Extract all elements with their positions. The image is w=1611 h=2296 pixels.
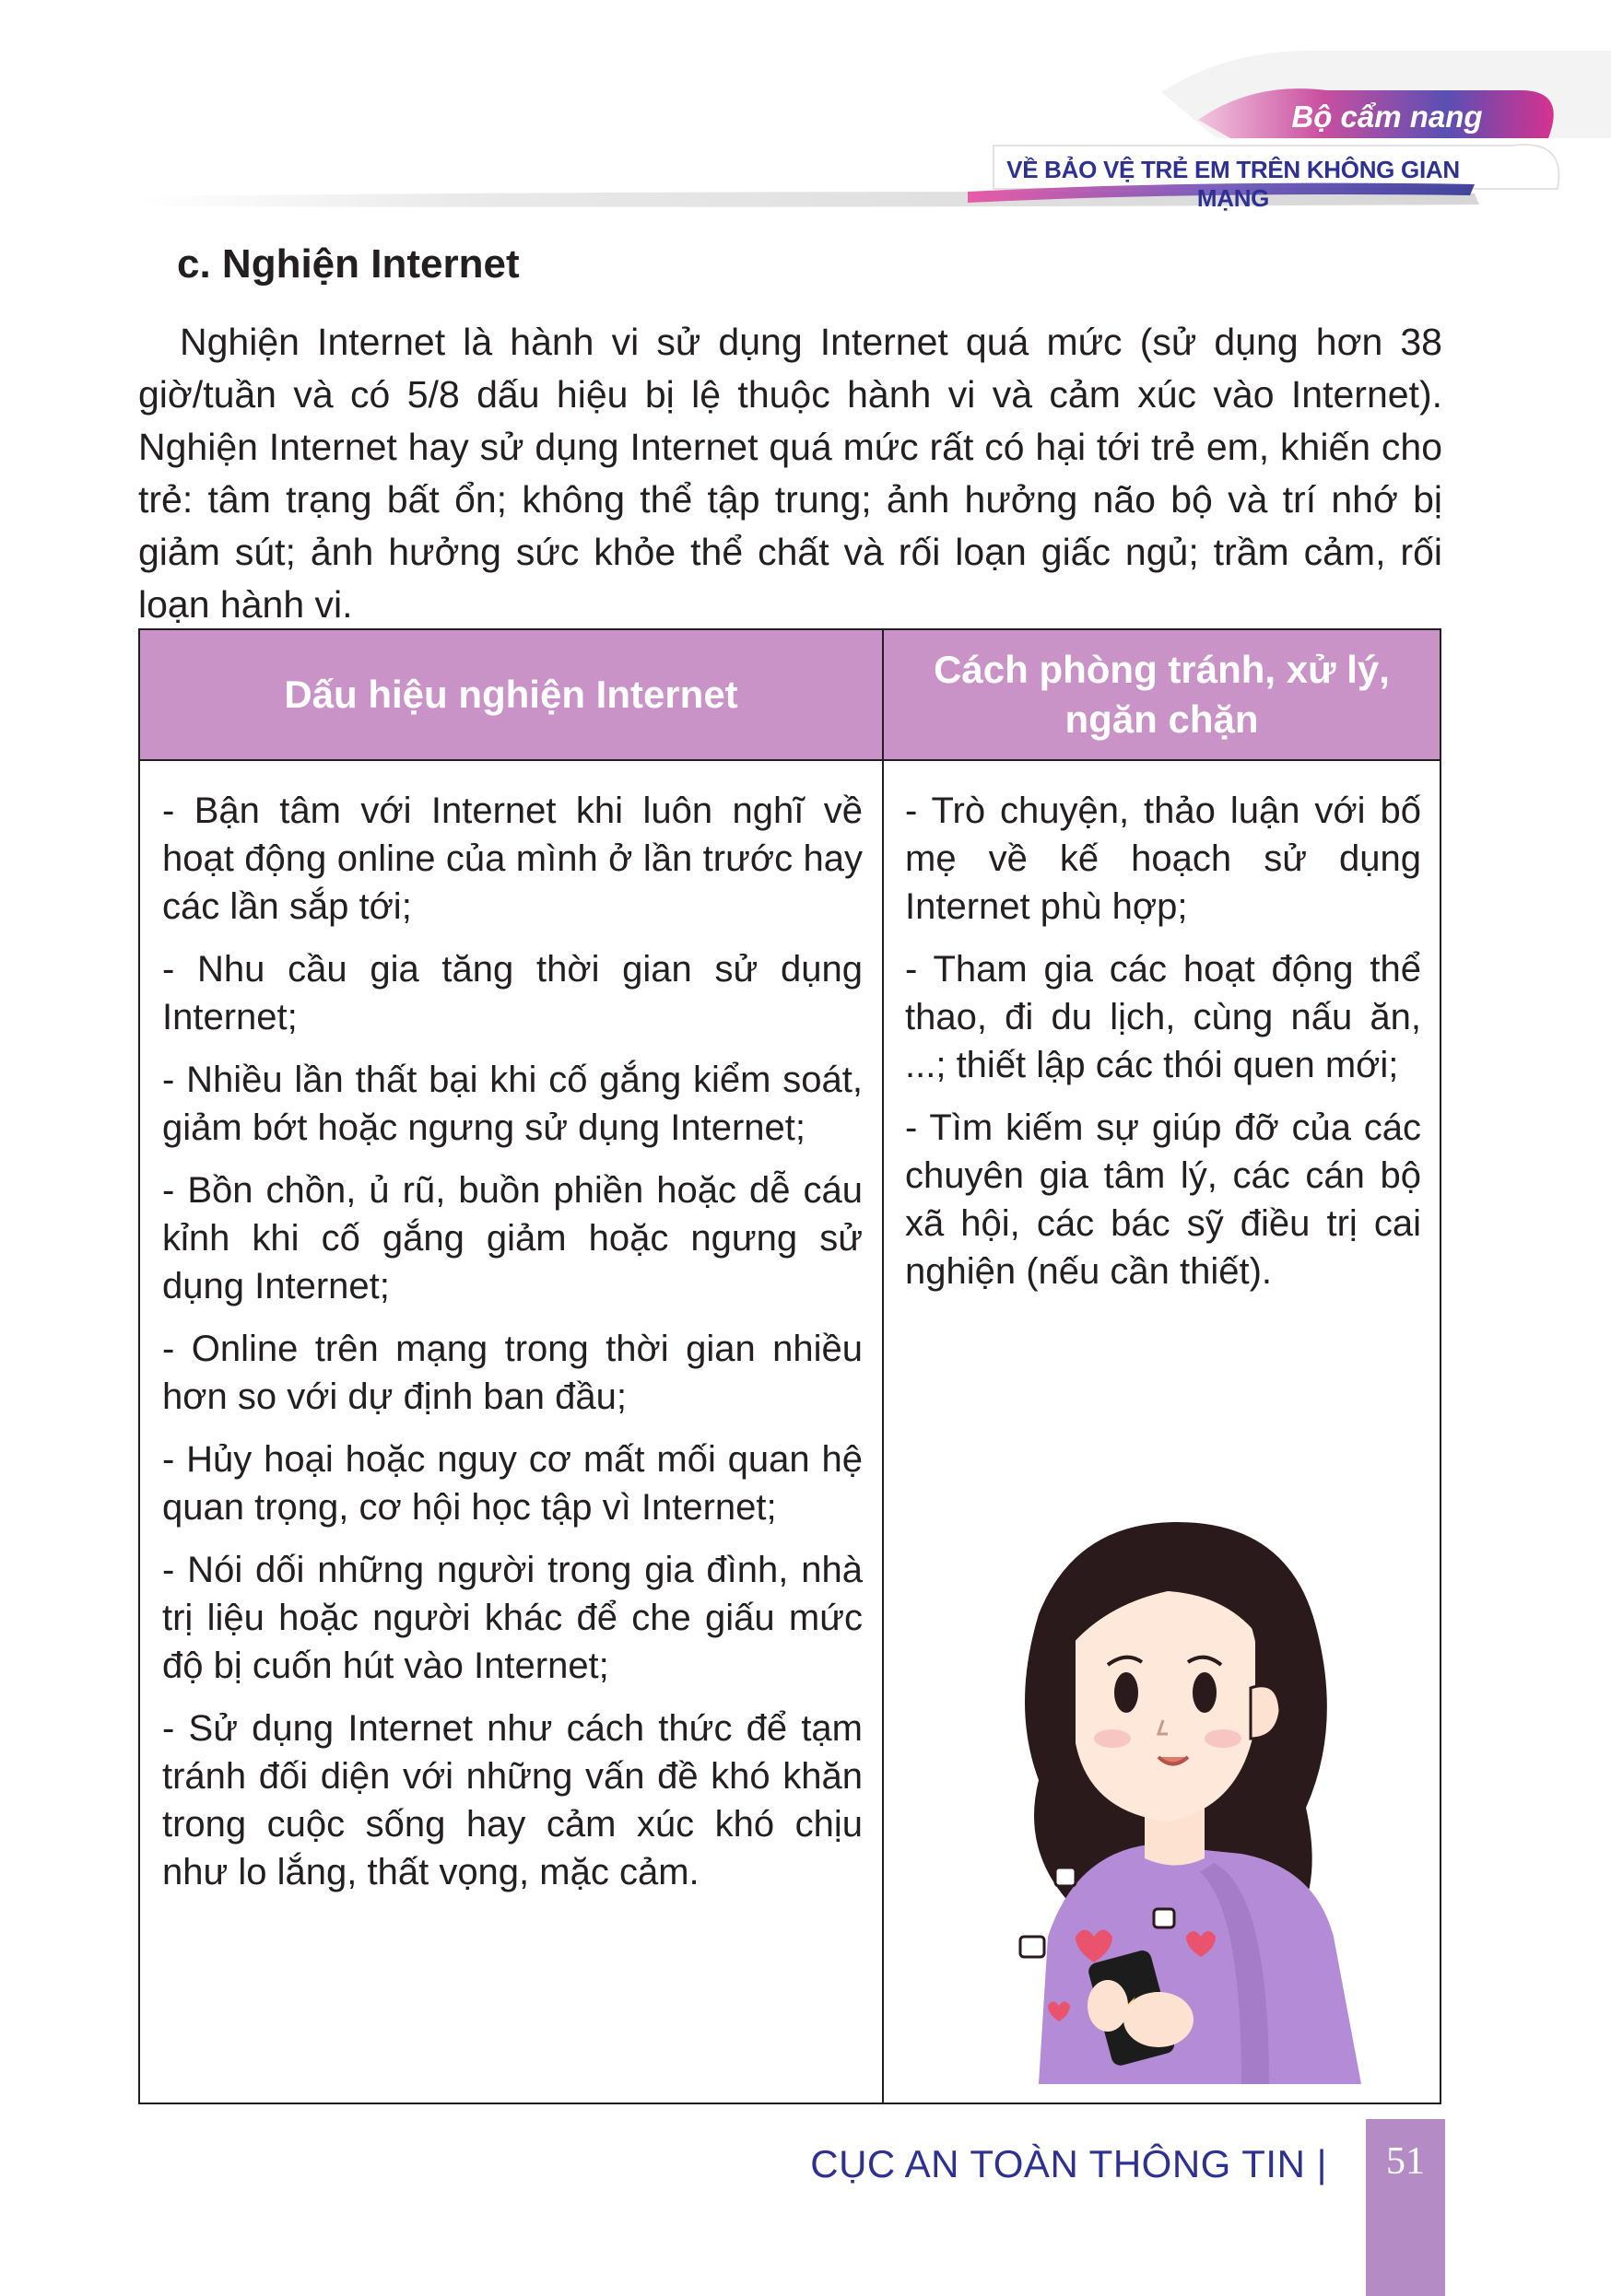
sign-item: - Online trên mạng trong thời gian nhiều hơn so với dự định ban đầu; bbox=[162, 1329, 863, 1417]
prevention-item: - Tìm kiếm sự giúp đỡ của các chuyên gia tâm lý, các cán bộ xã hội, các bác sỹ điều trị cai nghiện (nếu cần thiết). bbox=[905, 1107, 1421, 1292]
page-number: 51 bbox=[1386, 2140, 1425, 2183]
handbook-title: Bộ cẩm nang bbox=[1291, 100, 1483, 134]
header-signs: Dấu hiệu nghiện Internet bbox=[284, 673, 738, 716]
intro-text: Nghiện Internet là hành vi sử dụng Internet quá mức (sử dụng hơn 38 giờ/tuần và có 5/8 dấu hiệu bị lệ thuộc hành vi và cảm xúc vào Internet). Nghiện Internet hay sử dụng Internet quá mức rất có hại tới trẻ em, khiến cho trẻ: tâm trạng bất ổn; không thể tập trung; ảnh hưởng não bộ và trí nhớ bị giảm sút; ảnh hưởng sức khỏe thể chất và rối loạn giấc ngủ; trầm cảm, rối loạn hành vi. bbox=[138, 321, 1442, 626]
internet-addiction-table bbox=[138, 628, 1441, 2104]
signs-column bbox=[162, 787, 863, 1911]
page-number-tab bbox=[1366, 2119, 1445, 2296]
column-divider bbox=[882, 630, 884, 2103]
section-heading: c. Nghiện Internet bbox=[177, 241, 520, 287]
sign-item: - Nói dối những người trong gia đình, nhà trị liệu hoặc người khác để che giấu mức độ bị cuốn hút vào Internet; bbox=[162, 1550, 863, 1686]
handbook-subtitle: VỀ BẢO VỆ TRẺ EM TRÊN KHÔNG GIAN MẠNG bbox=[1006, 156, 1460, 212]
sign-item: - Bồn chồn, ủ rũ, buồn phiền hoặc dễ cáu kỉnh khi cố gắng giảm hoặc ngưng sử dụng Internet; bbox=[162, 1170, 863, 1306]
table-header bbox=[140, 630, 1440, 761]
footer-organization: CỤC AN TOÀN THÔNG TIN | bbox=[810, 2142, 1327, 2185]
sign-item: - Sử dụng Internet như cách thức để tạm tránh đối diện với những vấn đề khó khăn trong cuộc sống hay cảm xúc khó chịu như lo lắng, thất vọng, mặc cảm. bbox=[162, 1708, 863, 1892]
header-prevention: Cách phòng tránh, xử lý, ngăn chặn bbox=[934, 648, 1390, 741]
sign-item: - Hủy hoại hoặc nguy cơ mất mối quan hệ quan trọng, cơ hội học tập vì Internet; bbox=[162, 1439, 863, 1528]
prevention-item: - Tham gia các hoạt động thể thao, đi du lịch, cùng nấu ăn, ...; thiết lập các thói quen mới; bbox=[905, 949, 1421, 1085]
girl-with-phone-illustration bbox=[937, 1504, 1417, 2084]
sign-item: - Nhiều lần thất bại khi cố gắng kiểm soát, giảm bớt hoặc ngưng sử dụng Internet; bbox=[162, 1060, 863, 1148]
sign-item: - Bận tâm với Internet khi luôn nghĩ về hoạt động online của mình ở lần trước hay các lần sắp tới; bbox=[162, 791, 863, 927]
sign-item: - Nhu cầu gia tăng thời gian sử dụng Internet; bbox=[162, 949, 863, 1037]
intro-paragraph bbox=[138, 316, 1442, 631]
prevention-column bbox=[905, 787, 1421, 1310]
prevention-item: - Trò chuyện, thảo luận với bố mẹ về kế hoạch sử dụng Internet phù hợp; bbox=[905, 791, 1421, 927]
